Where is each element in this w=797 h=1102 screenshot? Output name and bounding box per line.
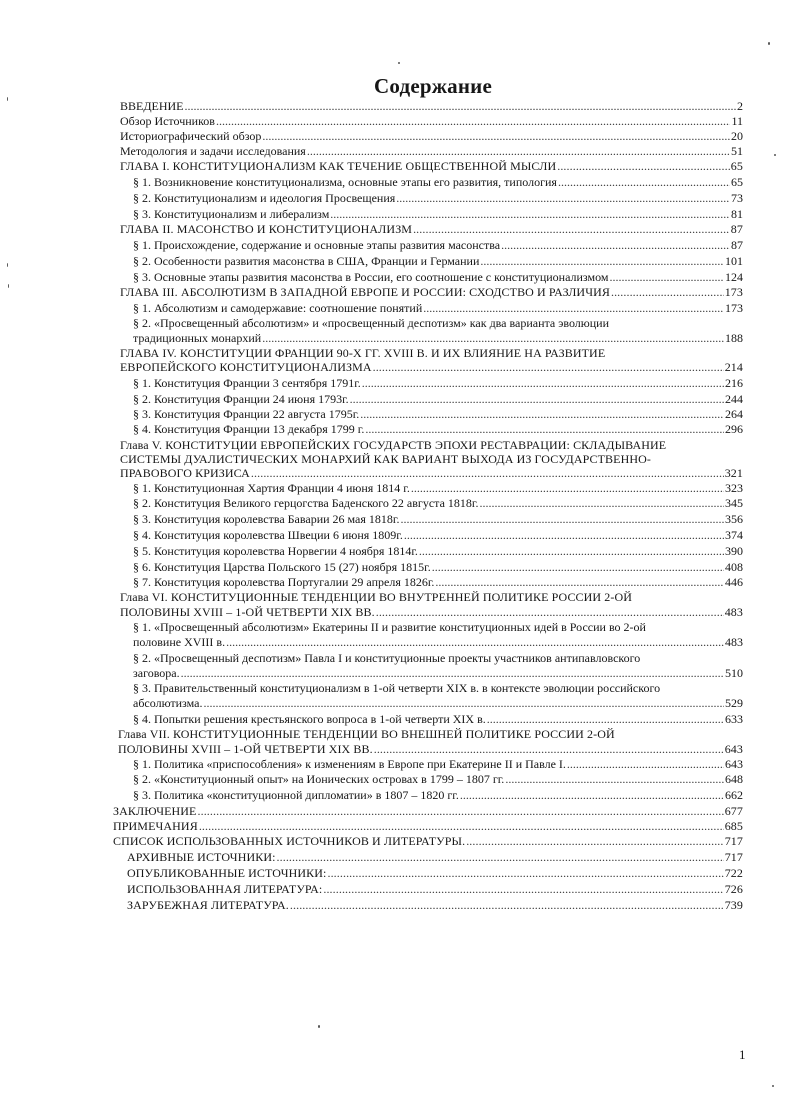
toc-entry-continuation: СИСТЕМЫ ДУАЛИСТИЧЕСКИХ МОНАРХИЙ КАК ВАРИАНТ ВЫХОДА ИЗ ГОСУДАРСТВЕННО- [120, 452, 651, 466]
toc-entry-title: § 1. Политика «приспособления» к изменениям в Европе при Екатерине II и Павле I. [133, 757, 566, 771]
toc-entry-title: § 2. Особенности развития масонства в США, Франции и Германии [133, 254, 480, 268]
toc-entry[interactable] [113, 820, 743, 832]
toc-entry-title: Глава VII. КОНСТИТУЦИОННЫЕ ТЕНДЕНЦИИ ВО ВНЕШНЕЙ ПОЛИТИКЕ РОССИИ 2-ОЙ [118, 727, 615, 741]
toc-entry-continuation: ЕВРОПЕЙСКОГО КОНСТИТУЦИОНАЛИЗМА [120, 360, 372, 374]
toc-section-entry[interactable] [133, 529, 743, 541]
toc-entry-title: ОПУБЛИКОВАННЫЕ ИСТОЧНИКИ: [127, 866, 327, 880]
toc-section-entry[interactable] [127, 883, 743, 895]
toc-dot-leader [360, 408, 724, 420]
toc-page-number: 408 [725, 560, 743, 574]
toc-entry-continuation: половине XVIII в. [133, 635, 226, 649]
toc-entry-continuation: абсолютизма. [133, 696, 203, 710]
toc-entry-title: ЗАКЛЮЧЕНИЕ [113, 804, 197, 818]
toc-page-number: 446 [725, 575, 743, 589]
toc-entry-title: § 1. «Просвещенный абсолютизм» Екатерины II и развитие конституционных идей в России во 2-ой [133, 620, 646, 634]
toc-entry-title: § 5. Конституция королевства Норвегии 4 ноября 1814г. [133, 544, 418, 558]
toc-page-number: 643 [724, 742, 743, 756]
toc-page-number: 323 [725, 481, 743, 495]
toc-page-number: 2 [737, 99, 743, 113]
toc-section-entry[interactable] [133, 255, 743, 267]
toc-page-number: 717 [724, 834, 743, 848]
toc-entry-title: § 2. «Просвещенный абсолютизм» и «просвещенный деспотизм» как два варианта эволюции [133, 316, 610, 330]
toc-section-entry[interactable] [133, 176, 743, 188]
toc-entry-title: ПРИМЕЧАНИЯ [113, 819, 198, 833]
toc-page-number: 390 [725, 544, 743, 558]
toc-section-entry[interactable] [133, 758, 743, 770]
toc-section-entry[interactable] [133, 332, 743, 344]
toc-entry-title: Глава V. КОНСТИТУЦИИ ЕВРОПЕЙСКИХ ГОСУДАРСТВ ЭПОХИ РЕСТАВРАЦИИ: СКЛАДЫВАНИЕ [120, 438, 667, 452]
toc-page-number: 124 [725, 270, 743, 284]
toc-section-entry[interactable] [133, 713, 743, 725]
toc-dot-leader [307, 145, 730, 157]
toc-page-number: 677 [724, 804, 743, 818]
toc-dot-leader [323, 883, 723, 895]
toc-section-entry[interactable] [127, 851, 743, 863]
toc-page-number: 483 [724, 605, 743, 619]
toc-entry-title: ГЛАВА I. КОНСТИТУЦИОНАЛИЗМ КАК ТЕЧЕНИЕ ОБЩЕСТВЕННОЙ МЫСЛИ [120, 159, 557, 173]
toc-dot-leader [557, 160, 730, 172]
toc-entry-title: ИСПОЛЬЗОВАННАЯ ЛИТЕРАТУРА: [127, 882, 323, 896]
toc-page-number: 264 [725, 407, 743, 421]
toc-entry-title: § 2. Конституция Франции 24 июня 1793г. [133, 392, 349, 406]
toc-entry-continuation: ПОЛОВИНЫ XVIII – 1-ОЙ ЧЕТВЕРТИ XIX ВВ. [120, 605, 375, 619]
toc-section-entry[interactable] [133, 636, 743, 648]
toc-page-number: 356 [725, 512, 743, 526]
toc-section-entry[interactable] [133, 239, 743, 251]
toc-page-number: 65 [731, 175, 743, 189]
toc-entry-title: § 1. Абсолютизм и самодержавие: соотношение понятий [133, 301, 423, 315]
toc-dot-leader [350, 393, 724, 405]
toc-section-entry[interactable] [133, 667, 743, 679]
toc-dot-leader [374, 743, 724, 755]
toc-section-entry[interactable] [133, 302, 743, 314]
toc-dot-leader [181, 667, 724, 679]
toc-section-entry[interactable] [127, 867, 743, 879]
toc-entry-title: § 4. Конституция Франции 13 декабря 1799 г. [133, 422, 365, 436]
toc-page-number: 87 [730, 222, 743, 236]
toc-dot-leader [501, 239, 730, 251]
toc-chapter-entry[interactable] [120, 467, 743, 479]
toc-page-number: 633 [725, 712, 743, 726]
toc-page-number: 510 [725, 666, 743, 680]
scan-speck [768, 42, 770, 45]
toc-page-number: 483 [725, 635, 743, 649]
toc-dot-leader [400, 513, 724, 525]
toc-entry-title: ГЛАВА III. АБСОЛЮТИЗМ В ЗАПАДНОЙ ЕВРОПЕ И РОССИИ: СХОДСТВО И РАЗЛИЧИЯ [120, 285, 610, 299]
toc-entry-title: Историографический обзор [120, 129, 262, 143]
toc-entry-title: Методология и задачи исследования [120, 144, 306, 158]
toc-page-number: 648 [725, 772, 743, 786]
toc-page-number: 173 [725, 301, 743, 315]
toc-dot-leader [396, 192, 730, 204]
scan-speck [7, 97, 8, 101]
toc-page-number: 345 [725, 496, 743, 510]
toc-dot-leader [505, 773, 724, 785]
toc-dot-leader [609, 271, 724, 283]
toc-entry-title: § 4. Попытки решения крестьянского вопроса в 1-ой четверти XIX в. [133, 712, 486, 726]
toc-chapter-entry[interactable] [120, 606, 743, 618]
toc-page-number: 739 [724, 898, 743, 912]
toc-page-number: 20 [731, 129, 743, 143]
toc-entry-title: Обзор Источников [120, 114, 215, 128]
toc-entry-title: АРХИВНЫЕ ИСТОЧНИКИ: [127, 850, 276, 864]
toc-page-number: 374 [725, 528, 743, 542]
toc-chapter-entry[interactable] [120, 223, 743, 235]
toc-dot-leader [373, 361, 724, 373]
toc-entry-title: § 2. «Конституционный опыт» на Ионических островах в 1799 – 1807 гг. [133, 772, 505, 786]
toc-entry-title: § 1. Конституция Франции 3 сентября 1791г. [133, 376, 361, 390]
toc-entry-title: ВВЕДЕНИЕ [120, 99, 184, 113]
scan-speck [772, 1085, 774, 1087]
toc-section-entry[interactable] [133, 271, 743, 283]
toc-page-number: 65 [730, 159, 743, 173]
toc-dot-leader [411, 482, 724, 494]
toc-section-entry[interactable] [133, 513, 743, 525]
toc-dot-leader [203, 697, 724, 709]
toc-dot-leader [216, 115, 730, 127]
toc-dot-leader [185, 100, 736, 112]
toc-dot-leader [480, 255, 724, 267]
toc-entry-title: § 2. «Просвещенный деспотизм» Павла I и конституционные проекты участников антипавловского [133, 651, 641, 665]
toc-page-number: 726 [724, 882, 743, 896]
toc-page-number: 643 [725, 757, 743, 771]
toc-entry-title: § 3. Конституция королевства Баварии 26 мая 1818г. [133, 512, 400, 526]
toc-page-number: 11 [731, 114, 743, 128]
toc-section-entry[interactable] [133, 408, 743, 420]
toc-dot-leader [376, 606, 724, 618]
toc-dot-leader [419, 545, 724, 557]
toc-dot-leader [277, 851, 724, 863]
toc-entry-title: § 3. Конституционализм и либерализм [133, 207, 330, 221]
toc-section-entry[interactable] [133, 377, 743, 389]
toc-section-entry[interactable] [133, 697, 743, 709]
toc-entry-title: § 2. Конституция Великого герцогства Баденского 22 августа 1818г. [133, 496, 479, 510]
toc-entry-continuation: традиционных монархий [133, 331, 262, 345]
toc-dot-leader [251, 467, 724, 479]
toc-section-entry[interactable] [133, 773, 743, 785]
toc-entry-continuation: заговора. [133, 666, 180, 680]
toc-entry-title: § 6. Конституция Царства Польского 15 (27) ноября 1815г. [133, 560, 431, 574]
toc-page-number: 296 [725, 422, 743, 436]
toc-dot-leader [435, 576, 724, 588]
toc-dot-leader [327, 867, 723, 879]
toc-entry-title: ЗАРУБЕЖНАЯ ЛИТЕРАТУРА. [127, 898, 289, 912]
toc-section-entry[interactable] [133, 561, 743, 573]
toc-section-entry[interactable] [133, 192, 743, 204]
toc-section-entry[interactable] [133, 208, 743, 220]
toc-dot-leader [423, 302, 724, 314]
toc-section-entry[interactable] [133, 576, 743, 588]
toc-page-number: 321 [724, 466, 743, 480]
toc-section-entry[interactable] [133, 393, 743, 405]
toc-entry-title: § 7. Конституция королевства Португалии 29 апреля 1826г. [133, 575, 435, 589]
toc-section-entry[interactable] [133, 482, 743, 494]
page-title: Содержание [374, 74, 492, 98]
scan-speck [7, 263, 8, 267]
toc-page-number: 101 [725, 254, 743, 268]
toc-entry-title: § 3. Конституция Франции 22 августа 1795г. [133, 407, 360, 421]
toc-dot-leader [413, 223, 730, 235]
toc-section-entry[interactable] [133, 789, 743, 801]
toc-page-number: 214 [724, 360, 743, 374]
toc-entry[interactable] [120, 145, 743, 157]
toc-page-number: 529 [725, 696, 743, 710]
toc-page-number: 717 [724, 850, 743, 864]
toc-page-number: 662 [725, 788, 743, 802]
toc-page-number: 73 [731, 191, 743, 205]
toc-chapter-entry[interactable] [120, 160, 743, 172]
toc-page-number: 722 [724, 866, 743, 880]
scan-speck [398, 62, 400, 64]
toc-dot-leader [198, 805, 724, 817]
toc-entry-title: § 1. Конституционная Хартия Франции 4 июня 1814 г. [133, 481, 410, 495]
toc-dot-leader [479, 497, 724, 509]
toc-entry[interactable] [120, 130, 743, 142]
toc-entry[interactable] [113, 805, 743, 817]
toc-section-entry[interactable] [133, 545, 743, 557]
toc-page-number: 244 [725, 392, 743, 406]
toc-page-number: 216 [725, 376, 743, 390]
toc-dot-leader [558, 176, 730, 188]
toc-chapter-entry[interactable] [118, 743, 743, 755]
toc-dot-leader [365, 423, 724, 435]
toc-page-number: 173 [724, 285, 743, 299]
toc-entry[interactable] [120, 100, 743, 112]
toc-section-entry[interactable] [133, 497, 743, 509]
toc-dot-leader [487, 713, 724, 725]
toc-dot-leader [290, 899, 724, 911]
toc-dot-leader [404, 529, 724, 541]
toc-section-entry[interactable] [133, 423, 743, 435]
toc-entry-title: § 2. Конституционализм и идеология Просвещения [133, 191, 396, 205]
toc-section-entry[interactable] [127, 899, 743, 911]
scan-speck [8, 284, 9, 288]
toc-entry-title: § 3. Основные этапы развития масонства в России, его соотношение с конституционализмом [133, 270, 609, 284]
toc-entry-title: СПИСОК ИСПОЛЬЗОВАННЫХ ИСТОЧНИКОВ И ЛИТЕРАТУРЫ. [113, 834, 466, 848]
toc-entry-title: ГЛАВА II. МАСОНСТВО И КОНСТИТУЦИОНАЛИЗМ [120, 222, 413, 236]
toc-chapter-entry[interactable] [120, 286, 743, 298]
toc-entry[interactable] [120, 115, 743, 127]
toc-dot-leader [460, 789, 724, 801]
toc-page-number: 685 [724, 819, 743, 833]
toc-entry-title: § 1. Происхождение, содержание и основные этапы развития масонства [133, 238, 501, 252]
page-number: 1 [739, 1047, 746, 1062]
toc-entry-continuation: ПРАВОВОГО КРИЗИСА [120, 466, 250, 480]
toc-dot-leader [226, 636, 724, 648]
toc-dot-leader [432, 561, 724, 573]
toc-chapter-entry[interactable] [120, 361, 743, 373]
toc-entry-continuation: ПОЛОВИНЫ XVIII – 1-ОЙ ЧЕТВЕРТИ XIX ВВ. [118, 742, 373, 756]
scan-speck [318, 1025, 320, 1028]
toc-entry-title: ГЛАВА IV. КОНСТИТУЦИИ ФРАНЦИИ 90-Х ГГ. XVIII В. И ИХ ВЛИЯНИЕ НА РАЗВИТИЕ [120, 346, 606, 360]
toc-entry-title: § 1. Возникновение конституционализма, основные этапы его развития, типология [133, 175, 557, 189]
toc-entry[interactable] [113, 835, 743, 847]
toc-dot-leader [466, 835, 723, 847]
toc-entry-title: § 3. Политика «конституционной дипломатии» в 1807 – 1820 гг. [133, 788, 459, 802]
toc-entry-title: § 4. Конституция королевства Швеции 6 июня 1809г. [133, 528, 403, 542]
toc-dot-leader [330, 208, 730, 220]
toc-dot-leader [262, 130, 730, 142]
toc-page-number: 87 [731, 238, 743, 252]
toc-page-number: 51 [731, 144, 743, 158]
toc-page-number: 188 [725, 331, 743, 345]
toc-dot-leader [199, 820, 724, 832]
toc-dot-leader [362, 377, 724, 389]
scan-speck [774, 154, 776, 156]
toc-page-number: 81 [731, 207, 743, 221]
toc-dot-leader [262, 332, 724, 344]
toc-entry-title: § 3. Правительственный конституционализм в 1-ой четверти XIX в. в контексте эволюции российского [133, 681, 661, 695]
toc-dot-leader [611, 286, 724, 298]
toc-entry-title: Глава VI. КОНСТИТУЦИОННЫЕ ТЕНДЕНЦИИ ВО ВНУТРЕННЕЙ ПОЛИТИКЕ РОССИИ 2-ОЙ [120, 590, 633, 604]
toc-dot-leader [567, 758, 724, 770]
